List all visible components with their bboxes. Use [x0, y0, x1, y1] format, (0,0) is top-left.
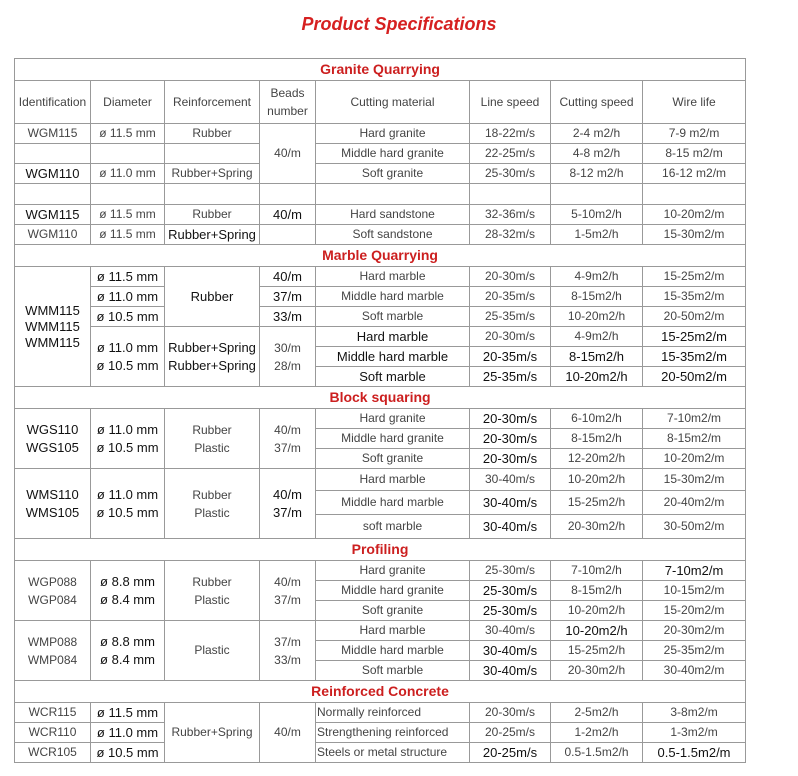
- cell-line-speed: 30-40m/s: [470, 641, 551, 661]
- section-title-profiling: Profiling: [15, 539, 746, 561]
- id-line: WMS110: [26, 486, 79, 502]
- cell-cutting-speed: 10-20m2/h: [551, 601, 643, 621]
- cell-line-speed: 20-25m/s: [470, 723, 551, 743]
- cell-wire-life: 7-10m2/m: [643, 561, 746, 581]
- id-line: WGP088: [28, 574, 77, 589]
- cell-wire-life: 30-40m2/m: [643, 661, 746, 681]
- cell-material: Hard granite: [316, 124, 470, 144]
- cell-cutting-speed: 12-20m2/h: [551, 449, 643, 469]
- beads-line: 40/m: [273, 486, 302, 502]
- cell-diameter: ø 10.5 mm: [91, 743, 165, 763]
- cell-wire-life: 25-35m2/m: [643, 641, 746, 661]
- cell-line-speed: 25-30m/s: [470, 581, 551, 601]
- cell-material: Soft marble: [316, 661, 470, 681]
- section-title-marble: Marble Quarrying: [15, 245, 746, 267]
- id-line: WMM115: [25, 334, 80, 350]
- cell-reinforcement: [165, 409, 260, 469]
- header-wire-life: Wire life: [643, 81, 746, 124]
- cell-line-speed: 22-25m/s: [470, 144, 551, 164]
- cell-material: Strengthening reinforced: [316, 723, 470, 743]
- diameter-line: ø 10.5 mm: [96, 357, 159, 373]
- cell-material: Soft sandstone: [316, 225, 470, 245]
- cell-line-speed: 20-30m/s: [470, 703, 551, 723]
- cell-diameter: ø 11.5 mm: [91, 267, 165, 287]
- cell-cutting-speed: 8-12 m2/h: [551, 164, 643, 184]
- cell-beads: [260, 225, 316, 245]
- table-row: [15, 561, 746, 581]
- beads-line: 37/m: [274, 440, 301, 455]
- cell-material: Soft granite: [316, 449, 470, 469]
- beads-line: 28/m: [274, 358, 301, 373]
- cell-beads: [260, 561, 316, 621]
- table-row: [15, 327, 746, 347]
- cell-line-speed: 20-35m/s: [470, 287, 551, 307]
- cell-cutting-speed: 4-9m2/h: [551, 327, 643, 347]
- table-row: [15, 205, 746, 225]
- table-row: [15, 287, 746, 307]
- cell-line-speed: 30-40m/s: [470, 661, 551, 681]
- header-beads-number: Beads number: [260, 81, 316, 124]
- cell-wire-life: 15-20m2/m: [643, 601, 746, 621]
- cell-material: Hard marble: [316, 327, 470, 347]
- cell-material: Middle hard marble: [316, 347, 470, 367]
- cell-beads: 37/m: [260, 287, 316, 307]
- cell-id: WGM110: [15, 225, 91, 245]
- cell-cutting-speed: 15-25m2/h: [551, 491, 643, 515]
- cell-line-speed: 18-22m/s: [470, 124, 551, 144]
- cell-beads: [260, 621, 316, 681]
- cell-wire-life: 20-50m2/m: [643, 367, 746, 387]
- cell-material: Middle hard granite: [316, 581, 470, 601]
- cell-cutting-speed: 8-15m2/h: [551, 429, 643, 449]
- cell-reinforcement: [165, 327, 260, 387]
- cell-wire-life: 10-20m2/m: [643, 449, 746, 469]
- cell-beads: [260, 409, 316, 469]
- cell-cutting-speed: 5-10m2/h: [551, 205, 643, 225]
- table-row: [15, 621, 746, 641]
- section-title-concrete: Reinforced Concrete: [15, 681, 746, 703]
- cell-beads: 40/m: [260, 703, 316, 763]
- diameter-line: ø 8.4 mm: [100, 591, 155, 607]
- cell-diameter: [91, 561, 165, 621]
- cell-wire-life: 3-8m2/m: [643, 703, 746, 723]
- cell-material: Soft marble: [316, 367, 470, 387]
- table-row: [15, 409, 746, 429]
- cell-diameter: ø 11.5 mm: [91, 124, 165, 144]
- cell-id: WCR105: [15, 743, 91, 763]
- beads-line: 33/m: [274, 652, 301, 667]
- cell-material: Soft granite: [316, 164, 470, 184]
- cell-beads: 40/m: [260, 205, 316, 225]
- cell-material: Middle hard marble: [316, 641, 470, 661]
- cell-diameter: ø 11.5 mm: [91, 205, 165, 225]
- diameter-line: ø 10.5 mm: [96, 504, 159, 520]
- diameter-line: ø 11.0 mm: [96, 486, 159, 502]
- cell-id: WGM110: [15, 164, 91, 184]
- cell-id: [15, 409, 91, 469]
- cell-id: WGM115: [15, 205, 91, 225]
- cell-line-speed: 25-30m/s: [470, 164, 551, 184]
- cell-cutting-speed: 4-8 m2/h: [551, 144, 643, 164]
- cell-line-speed: 20-30m/s: [470, 449, 551, 469]
- reinforcement-line: Rubber: [192, 574, 232, 589]
- reinforcement-line: Plastic: [194, 440, 230, 455]
- cell-id: [15, 561, 91, 621]
- header-cutting-material: Cutting material: [316, 81, 470, 124]
- reinforcement-line: Plastic: [194, 505, 230, 520]
- cell-id: [15, 469, 91, 539]
- cell-diameter: [91, 409, 165, 469]
- cell-id: WGM115: [15, 124, 91, 144]
- cell-id: WCR110: [15, 723, 91, 743]
- cell-diameter: ø 11.0 mm: [91, 723, 165, 743]
- diameter-line: ø 8.8 mm: [100, 633, 155, 649]
- cell-wire-life: 8-15m2/m: [643, 429, 746, 449]
- cell-material: Hard sandstone: [316, 205, 470, 225]
- table-row: [15, 184, 746, 205]
- cell-diameter: ø 10.5 mm: [91, 307, 165, 327]
- cell-line-speed: 30-40m/s: [470, 469, 551, 491]
- cell-cutting-speed: 1-5m2/h: [551, 225, 643, 245]
- cell-beads: [260, 327, 316, 387]
- beads-line: 40/m: [274, 574, 301, 589]
- header-line-speed: Line speed: [470, 81, 551, 124]
- cell-reinforcement: [165, 469, 260, 539]
- id-line: WGS110: [26, 421, 79, 437]
- id-line: WMM115: [25, 302, 80, 318]
- table-row: [15, 469, 746, 491]
- table-row: [15, 307, 746, 327]
- cell-diameter: [91, 144, 165, 164]
- cell-beads: [260, 469, 316, 539]
- table-row: [15, 703, 746, 723]
- section-title-granite: Granite Quarrying: [15, 59, 746, 81]
- cell-material: soft marble: [316, 515, 470, 539]
- diameter-line: ø 8.4 mm: [100, 651, 155, 667]
- cell-reinforcement: Rubber+Spring: [165, 164, 260, 184]
- cell-material: Middle hard marble: [316, 491, 470, 515]
- cell-wire-life: 30-50m2/m: [643, 515, 746, 539]
- cell-beads: 33/m: [260, 307, 316, 327]
- cell-line-speed: 20-30m/s: [470, 327, 551, 347]
- cell-line-speed: 25-35m/s: [470, 367, 551, 387]
- cell-reinforcement: [165, 144, 260, 164]
- cell-reinforcement: Rubber: [165, 124, 260, 144]
- section-title-block: Block squaring: [15, 387, 746, 409]
- beads-line: 37/m: [274, 592, 301, 607]
- cell-cutting-speed: 10-20m2/h: [551, 621, 643, 641]
- cell-reinforcement: Rubber: [165, 205, 260, 225]
- id-line: WGP084: [28, 592, 77, 607]
- cell-wire-life: 7-10m2/m: [643, 409, 746, 429]
- table-row: [15, 144, 746, 164]
- cell-diameter: [91, 327, 165, 387]
- cell-wire-life: 20-30m2/m: [643, 621, 746, 641]
- cell-cutting-speed: 2-4 m2/h: [551, 124, 643, 144]
- cell-wire-life: 1-3m2/m: [643, 723, 746, 743]
- cell-diameter: [91, 621, 165, 681]
- cell-line-speed: 20-35m/s: [470, 347, 551, 367]
- cell-material: Hard marble: [316, 469, 470, 491]
- cell-id: [15, 144, 91, 164]
- header-reinforcement: Reinforcement: [165, 81, 260, 124]
- cell-id: [15, 267, 91, 387]
- header-identification: Identification: [15, 81, 91, 124]
- header-row: [15, 81, 746, 124]
- cell-wire-life: 10-20m2/m: [643, 205, 746, 225]
- diameter-line: ø 8.8 mm: [100, 573, 155, 589]
- spec-table: [14, 58, 746, 763]
- cell-cutting-speed: 1-2m2/h: [551, 723, 643, 743]
- reinforcement-line: Rubber: [192, 422, 232, 437]
- reinforcement-line: Rubber+Spring: [168, 339, 256, 355]
- cell-line-speed: 32-36m/s: [470, 205, 551, 225]
- table-row: [15, 164, 746, 184]
- cell-diameter: ø 11.5 mm: [91, 225, 165, 245]
- cell-reinforcement: Plastic: [165, 621, 260, 681]
- cell-line-speed: 20-30m/s: [470, 429, 551, 449]
- cell-wire-life: 15-30m2/m: [643, 469, 746, 491]
- table-row: [15, 124, 746, 144]
- cell-wire-life: 20-40m2/m: [643, 491, 746, 515]
- beads-line: 37/m: [273, 504, 302, 520]
- cell-material: Middle hard granite: [316, 144, 470, 164]
- cell-wire-life: 15-25m2/m: [643, 327, 746, 347]
- cell-line-speed: 25-30m/s: [470, 601, 551, 621]
- beads-line: 40/m: [274, 422, 301, 437]
- table-row: [15, 723, 746, 743]
- table-row: [15, 267, 746, 287]
- diameter-line: ø 10.5 mm: [96, 439, 159, 455]
- cell-cutting-speed: 8-15m2/h: [551, 287, 643, 307]
- reinforcement-line: Rubber: [192, 487, 232, 502]
- cell-wire-life: 15-35m2/m: [643, 347, 746, 367]
- cell-cutting-speed: 20-30m2/h: [551, 661, 643, 681]
- cell-cutting-speed: 0.5-1.5m2/h: [551, 743, 643, 763]
- id-line: WGS105: [26, 439, 79, 455]
- page-title: Product Specifications: [301, 14, 497, 34]
- cell-cutting-speed: 20-30m2/h: [551, 515, 643, 539]
- cell-beads: 40/m: [260, 267, 316, 287]
- cell-wire-life: 16-12 m2/m: [643, 164, 746, 184]
- id-line: WMP084: [27, 652, 78, 667]
- cell-line-speed: 30-40m/s: [470, 515, 551, 539]
- cell-cutting-speed: 10-20m2/h: [551, 367, 643, 387]
- cell-wire-life: 7-9 m2/m: [643, 124, 746, 144]
- beads-line: 30/m: [274, 340, 301, 355]
- cell-wire-life: 20-50m2/m: [643, 307, 746, 327]
- cell-cutting-speed: 2-5m2/h: [551, 703, 643, 723]
- cell-reinforcement: Rubber+Spring: [165, 225, 260, 245]
- cell-id: WCR115: [15, 703, 91, 723]
- diameter-line: ø 11.0 mm: [96, 421, 159, 437]
- cell-wire-life: 15-35m2/m: [643, 287, 746, 307]
- table-row: [15, 225, 746, 245]
- cell-wire-life: 15-30m2/m: [643, 225, 746, 245]
- cell-material: Steels or metal structure: [316, 743, 470, 763]
- cell-material: Hard marble: [316, 621, 470, 641]
- cell-cutting-speed: 7-10m2/h: [551, 561, 643, 581]
- cell-beads: 40/m: [260, 124, 316, 184]
- cell-reinforcement: Rubber: [165, 267, 260, 327]
- cell-line-speed: 30-40m/s: [470, 621, 551, 641]
- cell-diameter: ø 11.5 mm: [91, 703, 165, 723]
- cell-cutting-speed: 8-15m2/h: [551, 347, 643, 367]
- cell-line-speed: 25-30m/s: [470, 561, 551, 581]
- cell-reinforcement: [165, 561, 260, 621]
- cell-diameter: ø 11.0 mm: [91, 164, 165, 184]
- cell-material: Middle hard marble: [316, 287, 470, 307]
- cell-wire-life: 15-25m2/m: [643, 267, 746, 287]
- id-line: WMP088: [27, 634, 78, 649]
- cell-line-speed: 28-32m/s: [470, 225, 551, 245]
- diameter-line: ø 11.0 mm: [96, 339, 159, 355]
- cell-diameter: [91, 469, 165, 539]
- header-cutting-speed: Cutting speed: [551, 81, 643, 124]
- cell-id: [15, 621, 91, 681]
- reinforcement-line: Plastic: [194, 592, 230, 607]
- cell-material: Normally reinforced: [316, 703, 470, 723]
- cell-line-speed: 25-35m/s: [470, 307, 551, 327]
- cell-wire-life: 8-15 m2/m: [643, 144, 746, 164]
- cell-cutting-speed: 15-25m2/h: [551, 641, 643, 661]
- cell-diameter: ø 11.0 mm: [91, 287, 165, 307]
- cell-cutting-speed: 10-20m2/h: [551, 307, 643, 327]
- cell-cutting-speed: 8-15m2/h: [551, 581, 643, 601]
- id-line: WMS105: [25, 504, 80, 520]
- cell-line-speed: 20-25m/s: [470, 743, 551, 763]
- cell-material: Soft granite: [316, 601, 470, 621]
- cell-material: Middle hard granite: [316, 429, 470, 449]
- cell-material: Hard marble: [316, 267, 470, 287]
- cell-reinforcement: Rubber+Spring: [165, 703, 260, 763]
- cell-cutting-speed: 10-20m2/h: [551, 469, 643, 491]
- cell-cutting-speed: 4-9m2/h: [551, 267, 643, 287]
- cell-line-speed: 20-30m/s: [470, 267, 551, 287]
- cell-line-speed: 30-40m/s: [470, 491, 551, 515]
- table-row: [15, 743, 746, 763]
- reinforcement-line: Rubber+Spring: [168, 357, 256, 373]
- cell-material: Hard granite: [316, 561, 470, 581]
- cell-wire-life: 10-15m2/m: [643, 581, 746, 601]
- id-line: WMM115: [25, 318, 80, 334]
- header-diameter: Diameter: [91, 81, 165, 124]
- beads-line: 37/m: [274, 634, 301, 649]
- cell-cutting-speed: 6-10m2/h: [551, 409, 643, 429]
- cell-material: Soft marble: [316, 307, 470, 327]
- cell-line-speed: 20-30m/s: [470, 409, 551, 429]
- cell-wire-life: 0.5-1.5m2/m: [643, 743, 746, 763]
- cell-material: Hard granite: [316, 409, 470, 429]
